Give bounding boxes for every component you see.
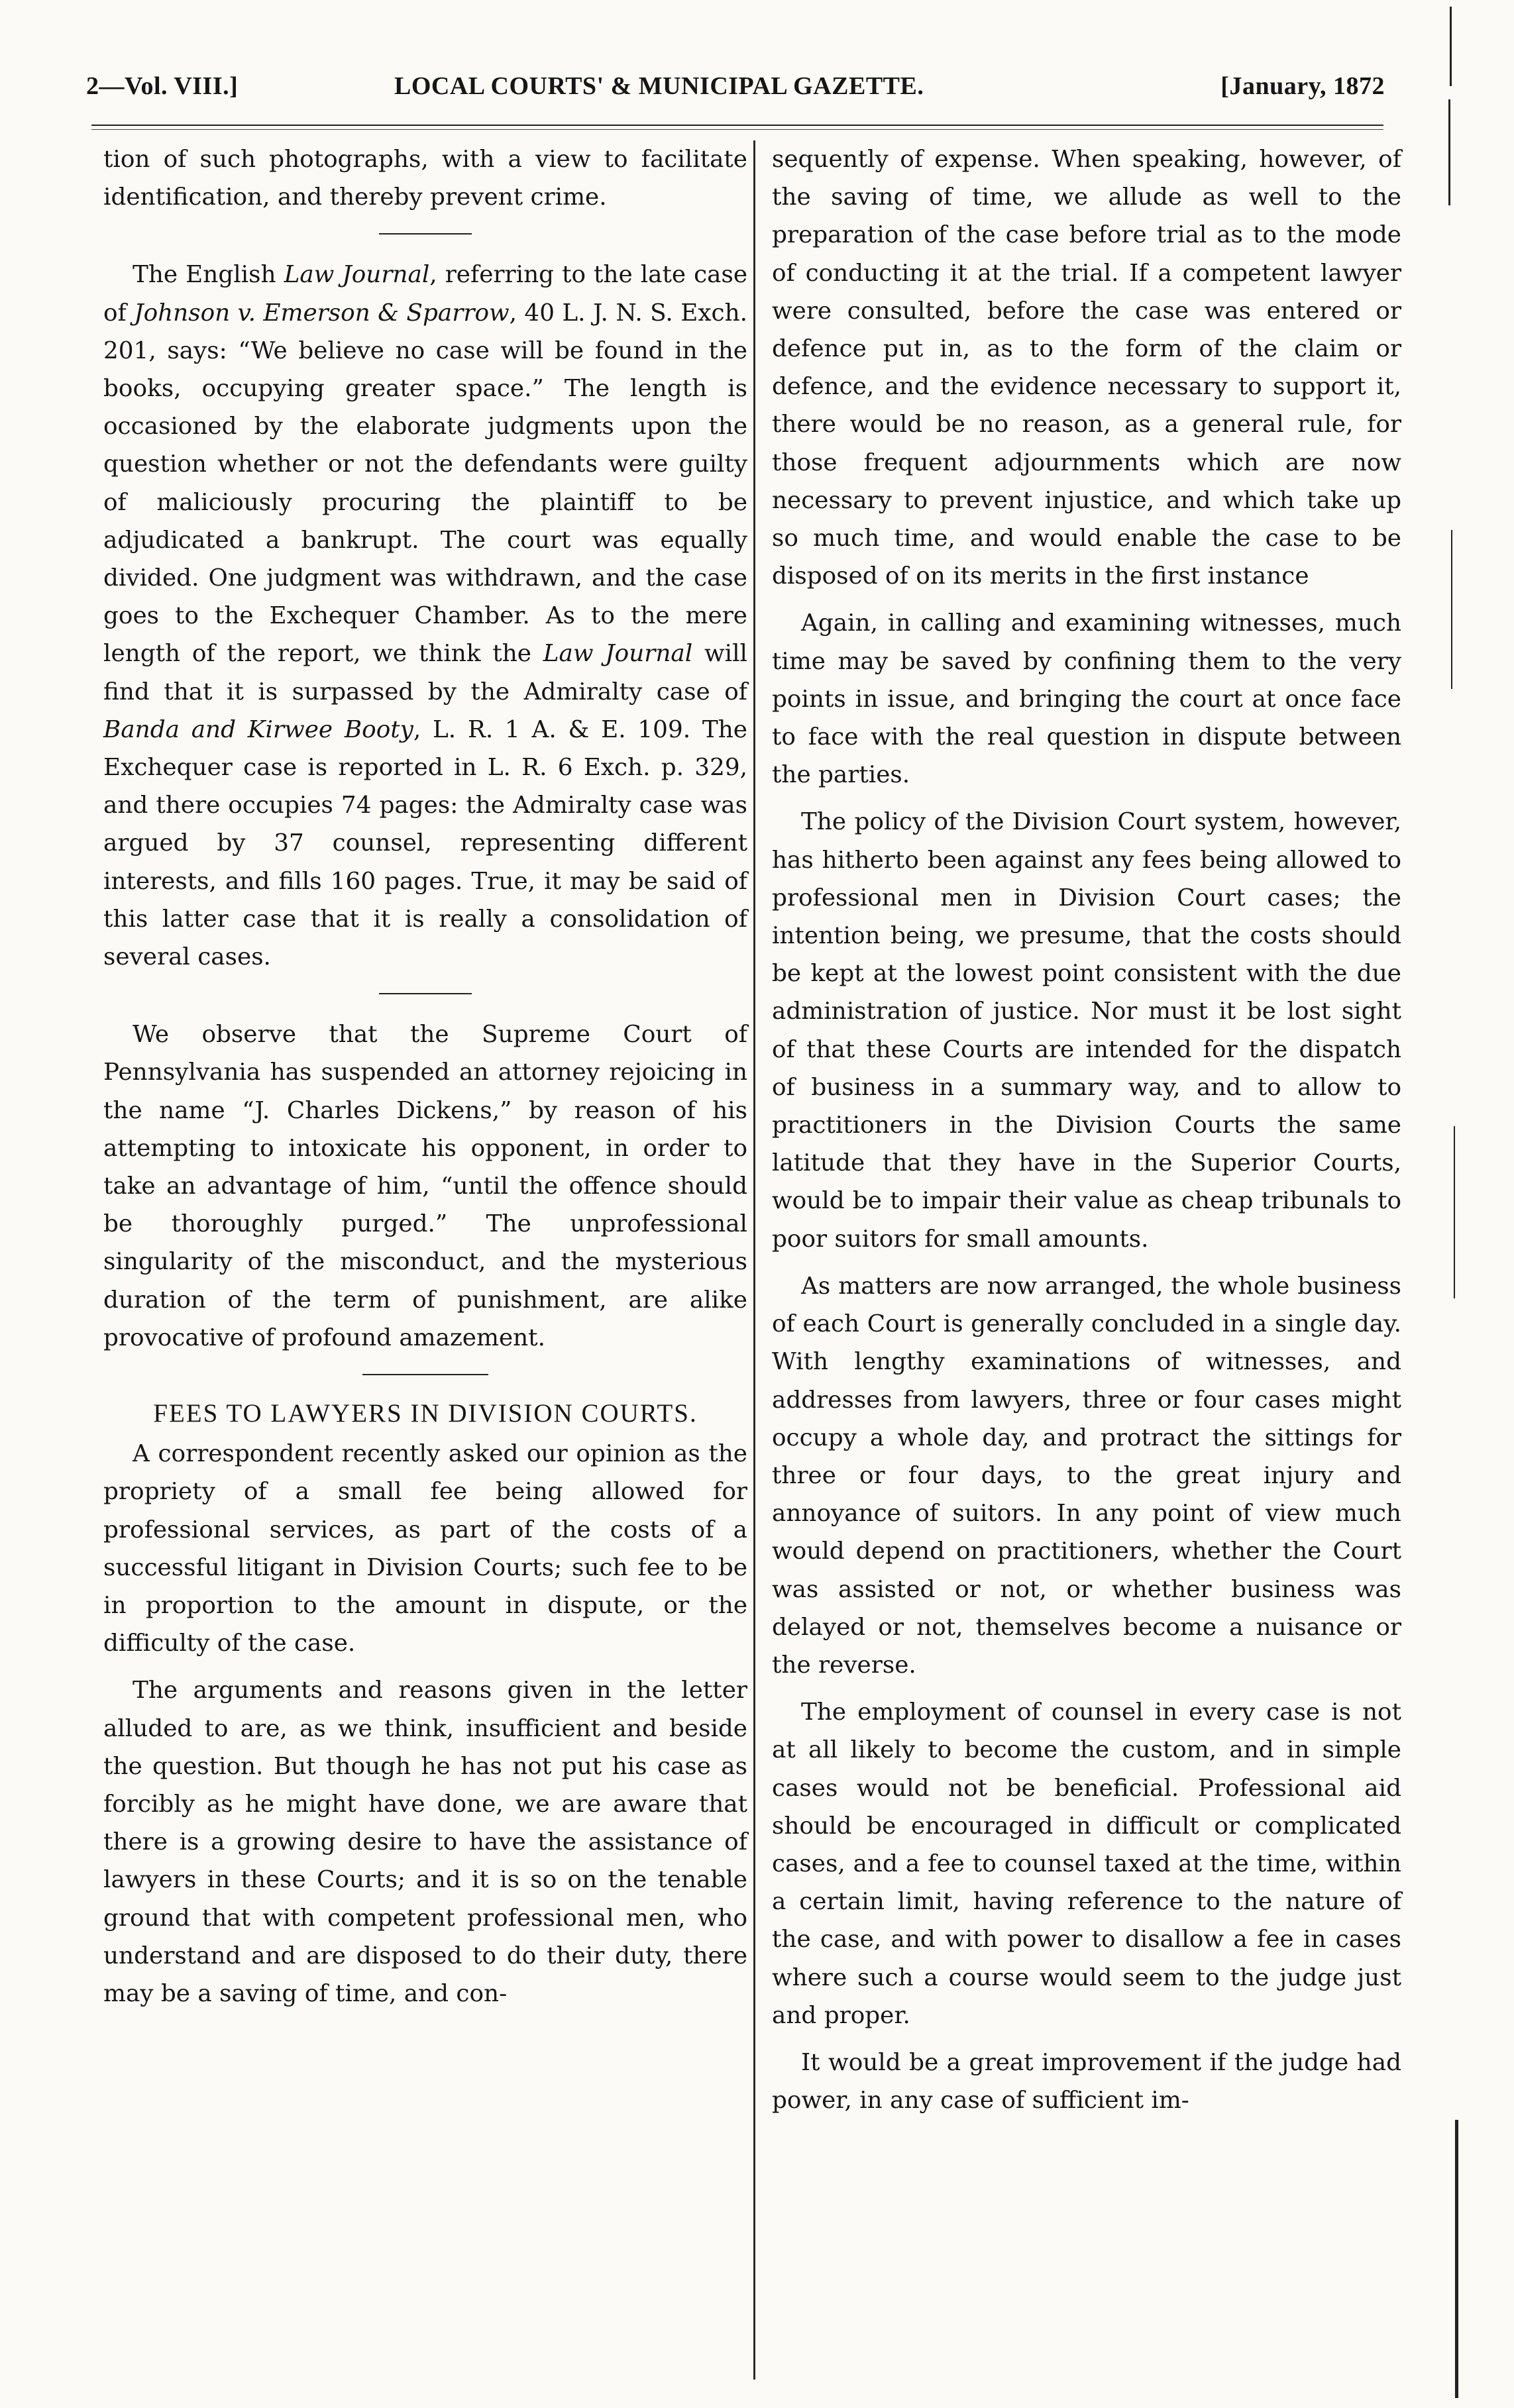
column-divider (753, 140, 755, 2380)
publication-title: LOCAL COURTS' & MUNICIPAL GAZETTE. (394, 72, 924, 100)
paragraph: A correspondent recently asked our opinion as the propriety of a small fee being allowed for professional services, as part of the costs of a successful litigant in Division Courts; such fee to be in proportion to the amount in dispute, or the difficulty of the case. (103, 1440, 747, 1657)
paragraph: The policy of the Division Court system, however, has hitherto been against any fees being allowed to professional men in Division Court cases; the intention being, we presume, that the costs should be kept at the lowest point consistent with the due administration of justice. Nor must it be lost sight of that these Courts are intended for the dispatch of business in a summary way, and to allow to practitioners in the Division Courts the same latitude that they have in the Superior Courts, would be to impair their value as cheap tribunals to poor suitors for small amounts. (772, 808, 1401, 1253)
paragraph: The arguments and reasons given in the letter alluded to are, as we think, insufficient and beside the question. But though he has not put his case as forcibly as he might have done, we are aware that there is a growing desire to have the assistance of lawyers in these Courts; and it is so on the tenable ground that with competent professional men, who understand and are disposed to do their duty, there may be a saving of time, and con- (103, 1677, 747, 2007)
page-header (86, 72, 1385, 111)
paragraph-law-journal: The English Law Journal, referring to the late case of Johnson v. Emerson & Sparrow, 40 L. J. N. S. Exch. 201, says: “We believe no case will be found in the books, occupying greater space.” The length is occasioned by the elaborate judgments upon the question whether or not the defendants were guilty of maliciously procuring the plaintiff to be adjudicated a bankrupt. The court was equally divided. One judgment was withdrawn, and the case goes to the Exchequer Chamber. As to the mere length of the report, we think the Law Journal will find that it is surpassed by the Admiralty case of Banda and Kirwee Booty, L. R. 1 A. & E. 109. The Exchequer case is reported in L. R. 6 Exch. p. 329, and there occupies 74 pages: the Admiralty case was argued by 37 counsel, representing different interests, and fills 160 pages. True, it may be said of this latter case that it is really a consolidation of several cases. (103, 261, 748, 971)
scan-edge-mark (1454, 1126, 1455, 1298)
section-separator (379, 993, 472, 994)
article-heading: FEES TO LAWYERS IN DIVISION COURTS. (153, 1399, 698, 1428)
right-column (772, 140, 1401, 2119)
paragraph: Again, in calling and examining witnesses, much time may be saved by confining them to the very points in issue, and bringing the court at once face to face with the real question in dispute between the parties. (772, 609, 1401, 789)
scan-edge-mark (1451, 530, 1452, 689)
header-rule-double (91, 129, 1383, 130)
paragraph: As matters are now arranged, the whole business of each Court is generally concluded in a single day. With lengthy examinations of witnesses, and addresses from lawyers, three or four cases might occupy a whole day, and protract the sittings for three or four days, to the great injury and annoyance of suitors. In any point of view much would depend on practitioners, whether the Court was assisted or not, or whether business was delayed or not, themselves become a nuisance or the reverse. (772, 1272, 1401, 1679)
volume-label: 2—Vol. VIII.] (86, 72, 239, 100)
scan-edge-mark (1450, 7, 1452, 86)
section-separator (379, 233, 472, 235)
scan-edge-mark (1448, 99, 1450, 205)
paragraph: sequently of expense. When speaking, however, of the saving of time, we allude as well to the preparation of the case before trial as to the mode of conducting it at the trial. If a competent lawyer were consulted, before the case was entered or defence put in, as to the form of the claim or defence, and the evidence necessary to support it, there would be no reason, as a general rule, for those frequent adjournments which are now necessary to prevent injustice, and which take up so much time, and would enable the case to be disposed of on its merits in the first instance (772, 146, 1401, 590)
scan-edge-mark (1455, 2120, 1458, 2398)
left-column (103, 140, 747, 2013)
paragraph: It would be a great improvement if the judge had power, in any case of sufficient im- (772, 2048, 1401, 2115)
paragraph: The employment of counsel in every case is not at all likely to become the custom, and in simple cases would not be beneficial. Professional aid should be encouraged in difficult or complicated cases, and a fee to counsel taxed at the time, within a certain limit, having reference to the nature of the case, and with power to disallow a fee in cases where such a course would seem to the judge just and proper. (772, 1699, 1401, 2029)
issue-date: [January, 1872 (1220, 72, 1385, 100)
paragraph-pennsylvania: We observe that the Supreme Court of Pennsylvania has suspended an attorney rejoicing in the name “J. Charles Dickens,” by reason of his attempting to intoxicate his opponent, in order to take an advantage of him, “until the offence should be thoroughly purged.” The unprofessional singularity of the misconduct, and the mysterious duration of the term of punishment, are alike provocative of profound amazement. (103, 1021, 747, 1351)
header-rule (91, 125, 1383, 126)
paragraph: tion of such photographs, with a view to facilitate identification, and thereby prevent crime. (103, 146, 747, 211)
section-separator (362, 1374, 488, 1375)
